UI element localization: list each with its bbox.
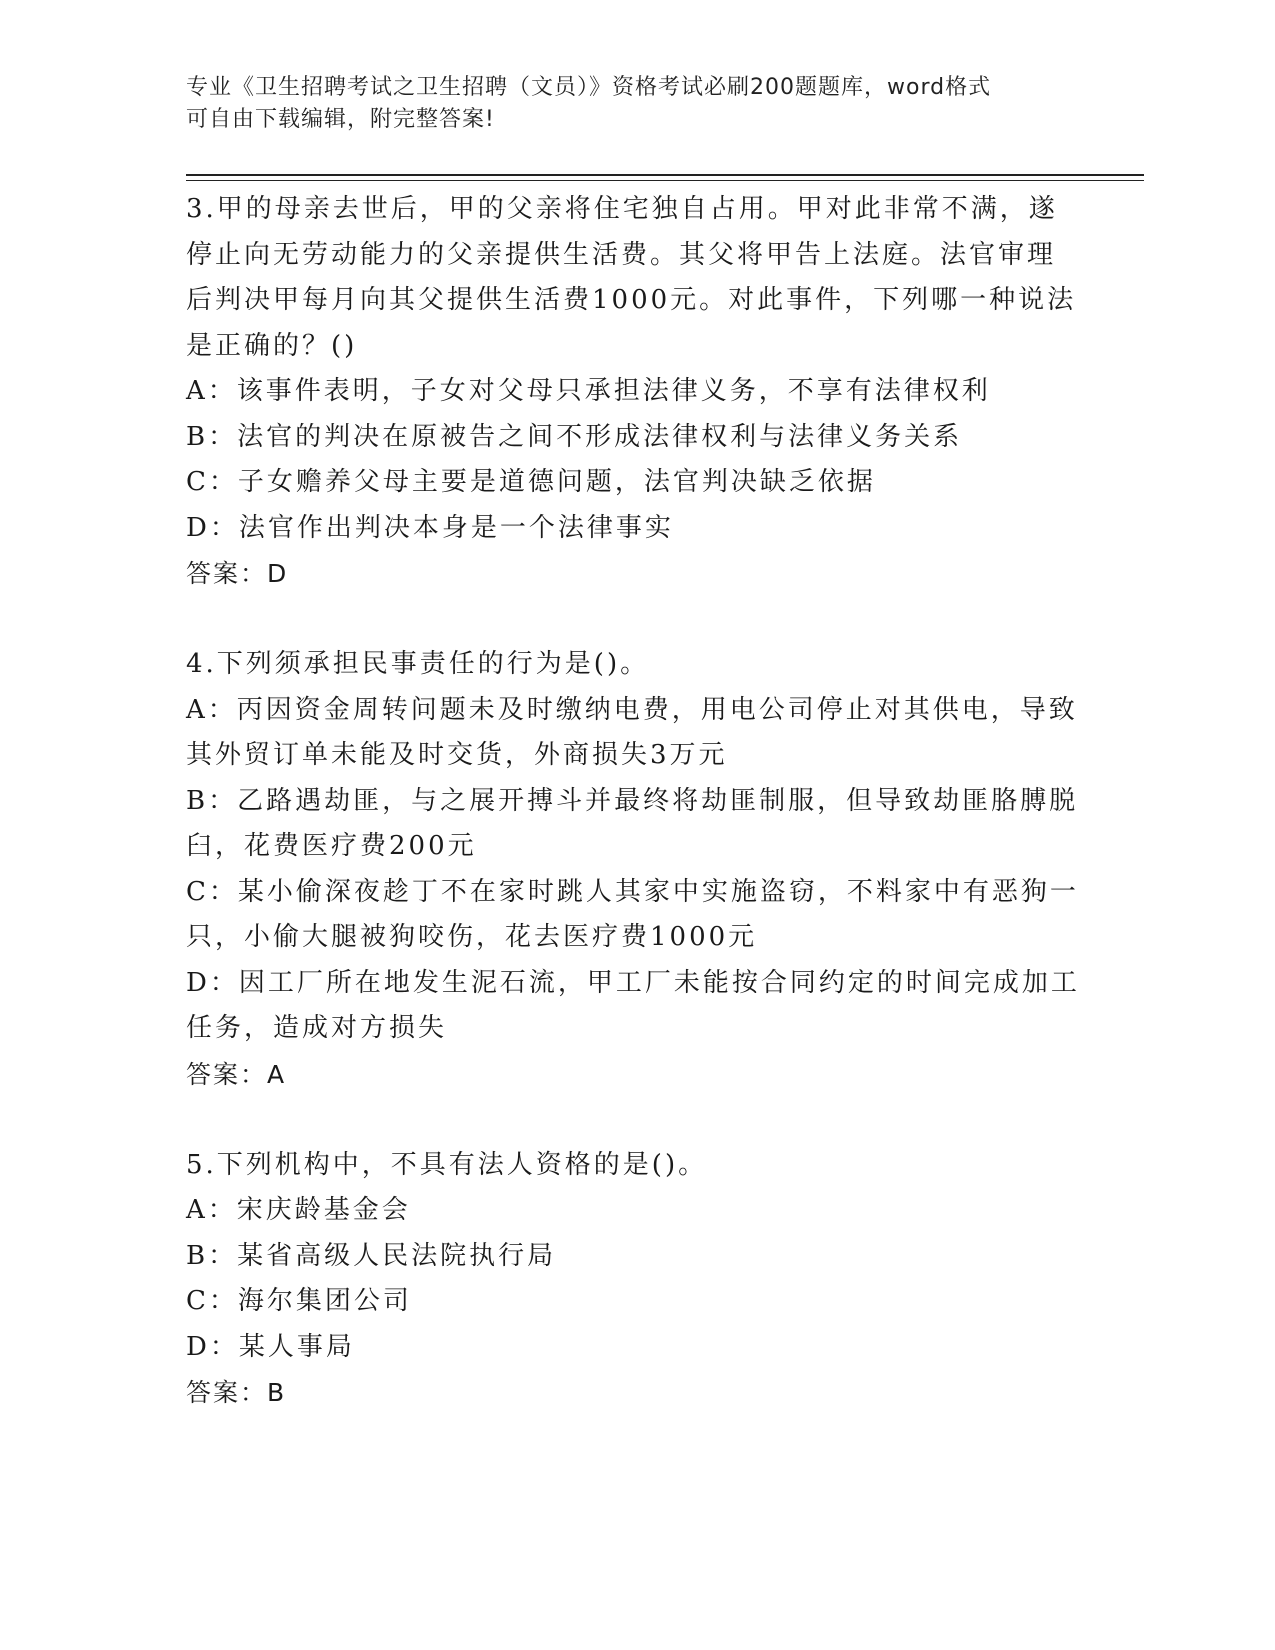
- question-5: [186, 1143, 1086, 1416]
- header-line: 专业《卫生招聘考试之卫生招聘（文员）》资格考试必刷200题题库，word格式: [186, 75, 992, 100]
- question-stem-line: 是正确的？(): [186, 330, 358, 361]
- option-a-continued: 其外贸订单未能及时交货，外商损失3万元: [186, 740, 728, 770]
- option-d-continued: 任务，造成对方损失: [186, 1013, 448, 1043]
- question-stem-line: 5.下列机构中，不具有法人资格的是()。: [186, 1149, 708, 1180]
- answer-label: 答案：B: [186, 1378, 287, 1407]
- option-a: A：宋庆龄基金会: [186, 1195, 411, 1225]
- option-d: D：某人事局: [186, 1331, 355, 1362]
- answer-label: 答案：D: [186, 559, 289, 588]
- option-b-continued: 臼，花费医疗费200元: [186, 831, 477, 861]
- question-stem-line: 后判决甲每月向其父提供生活费1000元。对此事件，下列哪一种说法: [186, 285, 1077, 315]
- option-c: C：某小偷深夜趁丁不在家时跳人其家中实施盗窃，不料家中有恶狗一: [186, 876, 1079, 907]
- question-gap: [186, 1097, 1086, 1143]
- option-d: D：因工厂所在地发生泥石流，甲工厂未能按合同约定的时间完成加工: [186, 967, 1080, 998]
- option-a: A：丙因资金周转问题未及时缴纳电费，用电公司停止对其供电，导致: [186, 694, 1078, 725]
- option-b: B：某省高级人民法院执行局: [186, 1240, 557, 1271]
- question-stem-line: 停止向无劳动能力的父亲提供生活费。其父将甲告上法庭。法官审理: [186, 239, 1057, 270]
- option-b: B：乙路遇劫匪，与之展开搏斗并最终将劫匪制服，但导致劫匪胳膊脱: [186, 785, 1079, 816]
- option-c: C：海尔集团公司: [186, 1286, 412, 1316]
- document-header: [186, 72, 1086, 136]
- header-line: 可自由下载编辑，附完整答案!: [186, 107, 495, 132]
- header-divider-thin: [186, 180, 1144, 181]
- answer-label: 答案：A: [186, 1059, 287, 1089]
- question-gap: [186, 597, 1086, 643]
- question-list: [186, 187, 1086, 1416]
- header-divider-thick: [186, 174, 1144, 176]
- option-d: D：法官作出判决本身是一个法律事实: [186, 512, 674, 543]
- option-c-continued: 只，小偷大腿被狗咬伤，花去医疗费1000元: [186, 922, 758, 952]
- option-a: A：该事件表明，子女对父母只承担法律义务，不享有法律权利: [186, 376, 991, 406]
- question-stem-line: 3.甲的母亲去世后，甲的父亲将住宅独自占用。甲对此非常不满，遂: [186, 194, 1058, 224]
- option-b: B：法官的判决在原被告之间不形成法律权利与法律义务关系: [186, 421, 963, 452]
- question-3: [186, 187, 1086, 597]
- question-stem-line: 4.下列须承担民事责任的行为是()。: [186, 649, 650, 679]
- question-4: [186, 642, 1086, 1097]
- option-c: C：子女赡养父母主要是道德问题，法官判决缺乏依据: [186, 467, 876, 497]
